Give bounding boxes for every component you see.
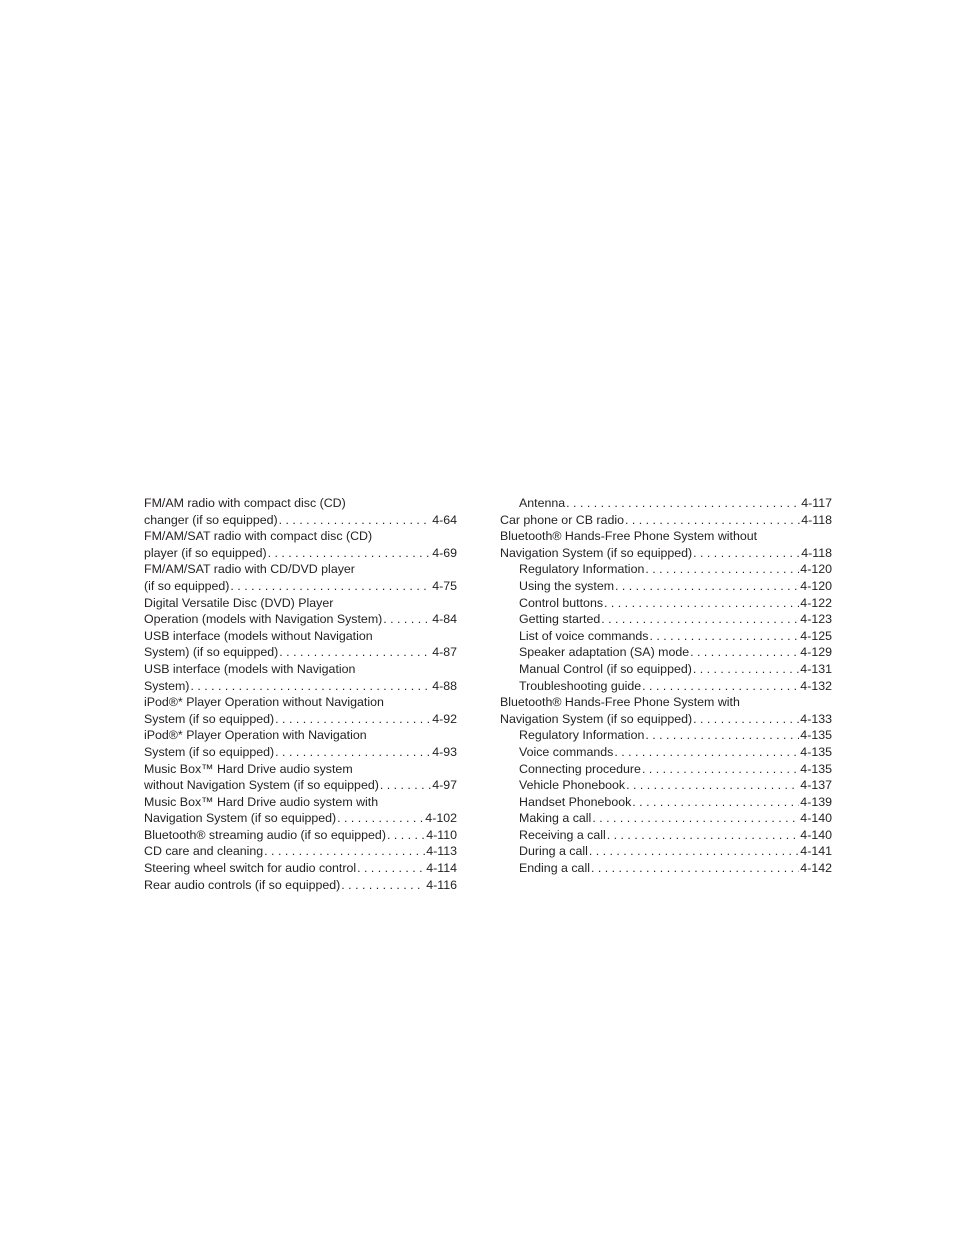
toc-page-number: 4-113 bbox=[426, 844, 457, 859]
toc-entry-title: System (if so equipped) bbox=[144, 744, 275, 759]
toc-entry-title: (if so equipped) bbox=[144, 578, 230, 593]
toc-entry bbox=[144, 694, 457, 727]
toc-subentry bbox=[500, 744, 832, 761]
toc-leader-line bbox=[519, 794, 832, 811]
toc-entry-title: Voice commands bbox=[519, 744, 614, 759]
dot-leader bbox=[642, 761, 799, 778]
toc-entry-title-line: iPod®* Player Operation with Navigation bbox=[144, 728, 367, 743]
toc-page-number: 4-141 bbox=[800, 844, 832, 859]
toc-leader-line bbox=[144, 810, 457, 827]
toc-entry-title: CD care and cleaning bbox=[144, 844, 264, 859]
toc-page-number: 4-142 bbox=[800, 861, 832, 876]
dot-leader bbox=[279, 512, 432, 529]
dot-leader bbox=[693, 545, 800, 562]
toc-entry-title: System) bbox=[144, 678, 190, 693]
toc-leader-line bbox=[519, 644, 832, 661]
toc-entry bbox=[144, 827, 457, 844]
toc-page-number: 4-84 bbox=[432, 612, 457, 627]
toc-entry bbox=[144, 495, 457, 528]
toc-leader-line bbox=[144, 678, 457, 695]
toc-page-number: 4-117 bbox=[801, 496, 832, 510]
toc-entry-title-line: Music Box™ Hard Drive audio system with bbox=[144, 794, 379, 809]
toc-entry-title: Ending a call bbox=[519, 861, 590, 876]
toc-page-number: 4-120 bbox=[800, 562, 832, 577]
toc-leader-line bbox=[144, 644, 457, 661]
toc-entry bbox=[144, 794, 457, 827]
toc-page-number: 4-129 bbox=[800, 645, 832, 660]
toc-entry-title: System (if so equipped) bbox=[144, 711, 275, 726]
toc-entry-title: Operation (models with Navigation System) bbox=[144, 612, 383, 627]
toc-page-number: 4-139 bbox=[800, 794, 832, 809]
toc-entry-title: Control buttons bbox=[519, 595, 604, 610]
toc-subentry bbox=[500, 595, 832, 612]
toc-leader-line bbox=[500, 512, 832, 529]
toc-subentry bbox=[500, 843, 832, 860]
dot-leader bbox=[604, 595, 799, 612]
toc-entry-title-line: Music Box™ Hard Drive audio system bbox=[144, 761, 353, 776]
toc-entry bbox=[500, 512, 832, 529]
toc-entry-title: player (if so equipped) bbox=[144, 545, 267, 560]
dot-leader bbox=[589, 843, 799, 860]
toc-entry-title: Using the system bbox=[519, 578, 615, 593]
toc-entry-title-line: Bluetooth® Hands-Free Phone System with bbox=[500, 695, 740, 710]
toc-entry-title: changer (if so equipped) bbox=[144, 512, 278, 527]
toc-page-number: 4-69 bbox=[432, 545, 457, 560]
toc-page-number: 4-122 bbox=[800, 595, 832, 610]
toc-leader-line bbox=[519, 744, 832, 761]
toc-entry-title: During a call bbox=[519, 844, 588, 859]
toc-subentry bbox=[500, 611, 832, 628]
toc-subentry bbox=[500, 678, 832, 695]
dot-leader bbox=[591, 860, 799, 877]
toc-page-number: 4-116 bbox=[426, 877, 457, 892]
dot-leader bbox=[190, 678, 431, 695]
toc-subentry bbox=[500, 860, 832, 877]
toc-entry-title: Manual Control (if so equipped) bbox=[519, 661, 692, 676]
toc-entry-title: Vehicle Phonebook bbox=[519, 778, 626, 793]
toc-page-number: 4-92 bbox=[432, 711, 457, 726]
toc-subentry bbox=[500, 727, 832, 744]
toc-page-number: 4-135 bbox=[800, 744, 832, 759]
toc-entry-title: Connecting procedure bbox=[519, 761, 641, 776]
toc-entry bbox=[500, 694, 832, 727]
toc-entry-title-line: Bluetooth® Hands-Free Phone System without bbox=[500, 529, 758, 544]
toc-leader-line bbox=[144, 578, 457, 595]
dot-leader bbox=[275, 711, 431, 728]
toc-leader-line bbox=[144, 860, 457, 877]
toc-entry-title: Navigation System (if so equipped) bbox=[500, 545, 693, 560]
toc-leader-line bbox=[144, 877, 457, 894]
toc-leader-line bbox=[519, 578, 832, 595]
toc-subentry bbox=[500, 794, 832, 811]
toc-entry-title-line: Digital Versatile Disc (DVD) Player bbox=[144, 595, 334, 610]
dot-leader bbox=[268, 545, 432, 562]
dot-leader bbox=[649, 628, 799, 645]
dot-leader bbox=[601, 611, 799, 628]
toc-subentry bbox=[500, 628, 832, 645]
toc-entry-title: Troubleshooting guide bbox=[519, 678, 642, 693]
toc-leader-line bbox=[519, 827, 832, 844]
toc-page-number: 4-97 bbox=[432, 778, 457, 793]
dot-leader bbox=[607, 827, 800, 844]
toc-leader-line bbox=[144, 611, 457, 628]
toc-leader-line bbox=[144, 512, 457, 529]
dot-leader bbox=[626, 777, 799, 794]
toc-leader-line bbox=[144, 827, 457, 844]
toc-page-number: 4-135 bbox=[800, 728, 832, 743]
toc-entry bbox=[144, 727, 457, 760]
toc-entry-title: System) (if so equipped) bbox=[144, 645, 279, 660]
dot-leader bbox=[632, 794, 799, 811]
toc-column-left bbox=[144, 495, 457, 893]
toc-page-number: 4-102 bbox=[425, 811, 457, 826]
toc-entry-title: List of voice commands bbox=[519, 628, 649, 643]
dot-leader bbox=[230, 578, 431, 595]
toc-leader-line bbox=[519, 860, 832, 877]
toc-entry-title: Regulatory Information bbox=[519, 562, 645, 577]
toc-leader-line bbox=[519, 495, 832, 512]
toc-entry-title: Making a call bbox=[519, 811, 592, 826]
toc-leader-line bbox=[144, 843, 457, 860]
toc-leader-line bbox=[519, 595, 832, 612]
toc-leader-line bbox=[144, 545, 457, 562]
toc-entry-title: Regulatory Information bbox=[519, 728, 645, 743]
toc-entry bbox=[144, 561, 457, 594]
toc-leader-line bbox=[519, 678, 832, 695]
dot-leader bbox=[387, 827, 425, 844]
dot-leader bbox=[625, 512, 800, 529]
toc-subentry bbox=[500, 761, 832, 778]
toc-page-number: 4-132 bbox=[800, 678, 832, 693]
toc-page-number: 4-110 bbox=[426, 827, 457, 842]
dot-leader bbox=[264, 843, 425, 860]
toc-subentry bbox=[500, 810, 832, 827]
toc-entry bbox=[144, 877, 457, 894]
toc-entry-title-line: USB interface (models with Navigation bbox=[144, 661, 356, 676]
toc-leader-line bbox=[519, 561, 832, 578]
toc-page-number: 4-135 bbox=[800, 761, 832, 776]
dot-leader bbox=[275, 744, 431, 761]
dot-leader bbox=[693, 711, 799, 728]
toc-entry bbox=[144, 860, 457, 877]
toc-page-number: 4-64 bbox=[432, 512, 457, 527]
toc-leader-line bbox=[519, 661, 832, 678]
toc-leader-line bbox=[500, 545, 832, 562]
dot-leader bbox=[380, 777, 431, 794]
toc-entry-title: Steering wheel switch for audio control bbox=[144, 861, 357, 876]
toc-entry-title: Navigation System (if so equipped) bbox=[144, 811, 337, 826]
toc-entry-title: Speaker adaptation (SA) mode bbox=[519, 645, 690, 660]
dot-leader bbox=[357, 860, 425, 877]
toc-leader-line bbox=[519, 611, 832, 628]
dot-leader bbox=[566, 495, 800, 512]
toc-page-number: 4-125 bbox=[800, 628, 832, 643]
toc-page-number: 4-140 bbox=[800, 811, 832, 826]
toc-page-number: 4-87 bbox=[432, 645, 457, 660]
dot-leader bbox=[642, 678, 799, 695]
toc-subentry bbox=[500, 827, 832, 844]
toc-entry-title: Getting started bbox=[519, 612, 601, 627]
toc-leader-line bbox=[144, 744, 457, 761]
toc-entry-title-line: iPod®* Player Operation without Navigation bbox=[144, 695, 384, 710]
toc-entry bbox=[500, 528, 832, 561]
dot-leader bbox=[337, 810, 424, 827]
toc-page-number: 4-140 bbox=[800, 827, 832, 842]
toc-subentry bbox=[500, 561, 832, 578]
toc-leader-line bbox=[519, 810, 832, 827]
toc-entry bbox=[144, 528, 457, 561]
toc-leader-line bbox=[519, 761, 832, 778]
dot-leader bbox=[690, 644, 799, 661]
toc-page-number: 4-93 bbox=[432, 744, 457, 759]
toc-page-number: 4-114 bbox=[426, 861, 457, 876]
toc-entry-title: Antenna bbox=[519, 496, 566, 510]
toc-leader-line bbox=[519, 843, 832, 860]
toc-subentry bbox=[500, 777, 832, 794]
toc-entry-title: Rear audio controls (if so equipped) bbox=[144, 877, 341, 892]
toc-entry-title: without Navigation System (if so equipped) bbox=[144, 778, 379, 793]
toc-entry-title: Navigation System (if so equipped) bbox=[500, 711, 693, 726]
toc-entry-title: Receiving a call bbox=[519, 827, 606, 842]
toc-page-number: 4-133 bbox=[800, 711, 832, 726]
toc-entry-title: Car phone or CB radio bbox=[500, 512, 624, 527]
toc-column-right bbox=[500, 495, 832, 877]
toc-entry-title: Handset Phonebook bbox=[519, 794, 632, 809]
toc-entry-title-line: FM/AM radio with compact disc (CD) bbox=[144, 496, 346, 510]
toc-entry bbox=[144, 628, 457, 661]
toc-entry-title-line: USB interface (models without Navigation bbox=[144, 628, 373, 643]
toc-entry-title-line: FM/AM/SAT radio with CD/DVD player bbox=[144, 562, 355, 577]
toc-entry bbox=[144, 661, 457, 694]
toc-entry-title: Bluetooth® streaming audio (if so equipped) bbox=[144, 827, 386, 842]
toc-entry bbox=[144, 761, 457, 794]
toc-entry bbox=[144, 595, 457, 628]
dot-leader bbox=[614, 744, 799, 761]
toc-leader-line bbox=[500, 711, 832, 728]
toc-page-number: 4-118 bbox=[801, 512, 832, 527]
toc-subentry bbox=[500, 578, 832, 595]
toc-page-number: 4-131 bbox=[800, 661, 832, 676]
toc-leader-line bbox=[519, 777, 832, 794]
toc-subentry bbox=[500, 644, 832, 661]
dot-leader bbox=[645, 561, 799, 578]
toc-subentry bbox=[500, 661, 832, 678]
toc-leader-line bbox=[519, 727, 832, 744]
dot-leader bbox=[592, 810, 799, 827]
toc-page-number: 4-137 bbox=[800, 778, 832, 793]
toc-entry-title-line: FM/AM/SAT radio with compact disc (CD) bbox=[144, 529, 373, 544]
dot-leader bbox=[383, 611, 431, 628]
dot-leader bbox=[615, 578, 799, 595]
dot-leader bbox=[341, 877, 425, 894]
toc-page-number: 4-75 bbox=[432, 578, 457, 593]
toc-page-number: 4-120 bbox=[800, 578, 832, 593]
toc-page-number: 4-88 bbox=[432, 678, 457, 693]
toc-page-number: 4-123 bbox=[800, 612, 832, 627]
toc-leader-line bbox=[519, 628, 832, 645]
toc-entry bbox=[144, 843, 457, 860]
toc-page-number: 4-118 bbox=[801, 545, 832, 560]
dot-leader bbox=[693, 661, 799, 678]
toc-leader-line bbox=[144, 711, 457, 728]
toc-subentry bbox=[500, 495, 832, 512]
toc-leader-line bbox=[144, 777, 457, 794]
dot-leader bbox=[645, 727, 799, 744]
dot-leader bbox=[279, 644, 431, 661]
